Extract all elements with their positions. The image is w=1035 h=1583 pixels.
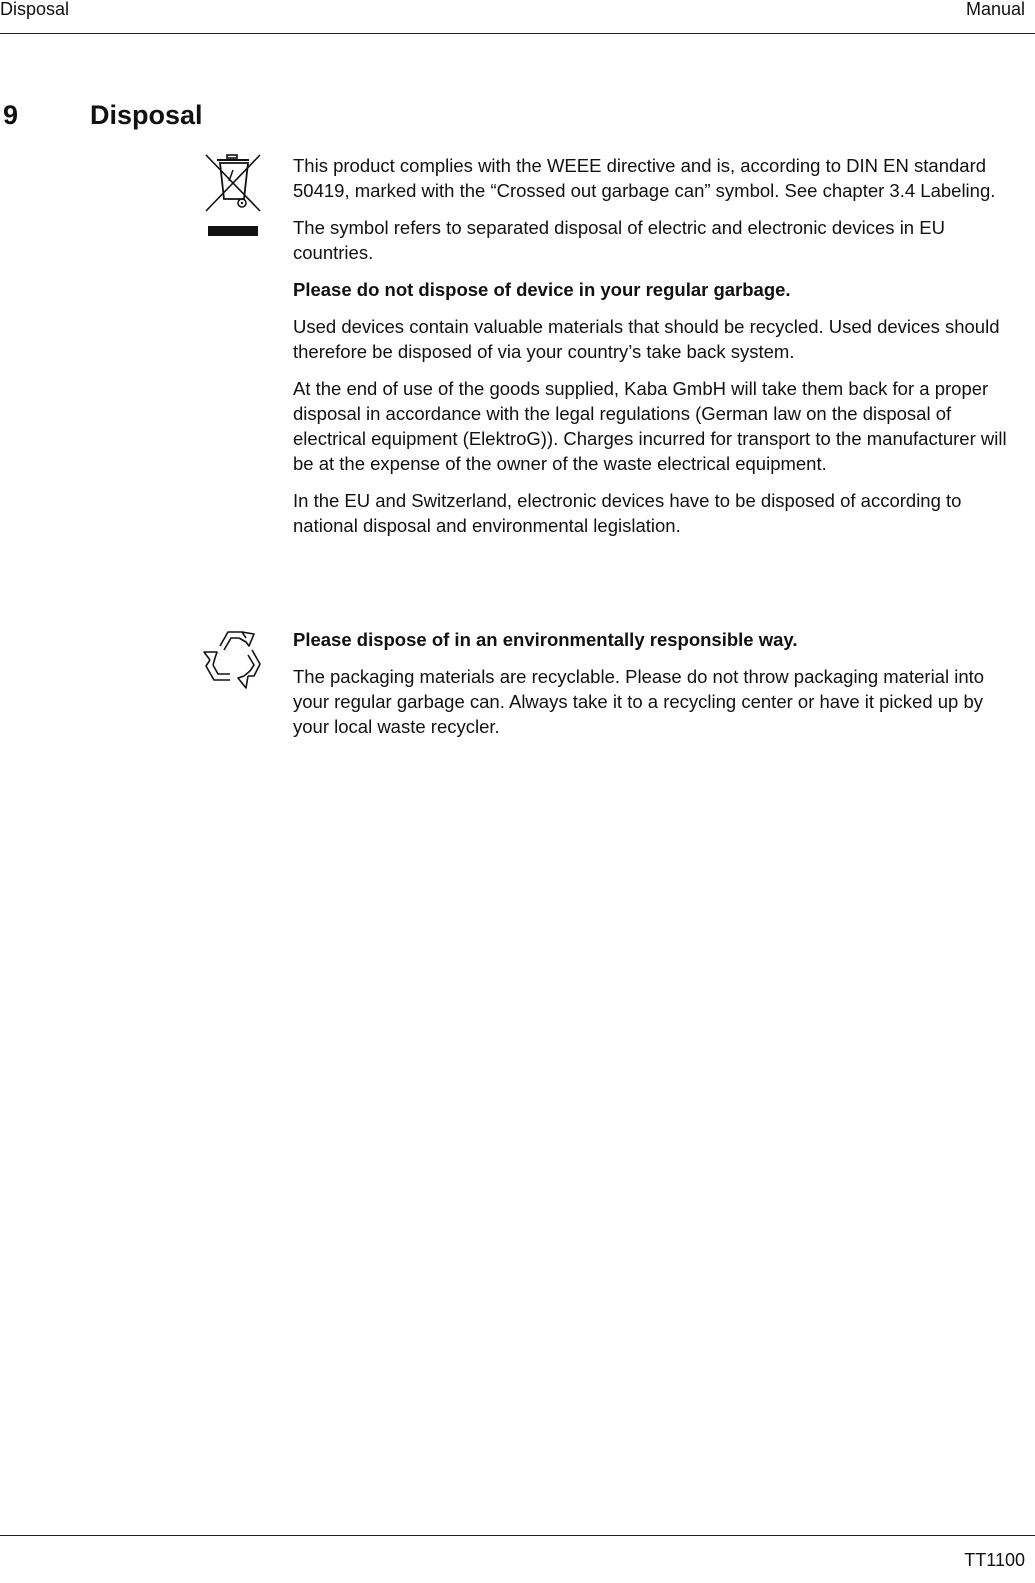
packaging-recycling-paragraph: The packaging materials are recyclable. Please do not throw packaging material into your regular garbage can. Always take it to a recycling center or have it picked up by your local waste recycler. [293,666,985,737]
weee-disposal-section [293,153,1008,550]
regular-garbage-warning: Please do not dispose of device in your regular garbage. [293,279,791,300]
page-header [0,0,1035,34]
recycling-paragraph: Used devices contain valuable materials that should be recycled. Used devices should therefore be disposed of via your country’s take back system. [293,316,1000,362]
chapter-title: Disposal [90,100,203,130]
crossed-out-garbage-can-icon [202,152,264,238]
document-id: TT1100 [964,1550,1025,1570]
recycling-icon [202,628,268,692]
chapter-number: 9 [3,100,19,130]
environmental-disposal-heading: Please dispose of in an environmentally responsible way. [293,629,798,650]
packaging-disposal-section [293,627,1008,751]
take-back-paragraph: At the end of use of the goods supplied, Kaba GmbH will take them back for a proper disposal in accordance with the legal regulations (German law on the disposal of electrical equipment (ElektroG)). Charges incurred for transport to the manufacturer will be at the expense of the owner of the waste electrical equipment. [293,378,1007,474]
weee-compliance-paragraph: This product complies with the WEEE directive and is, according to DIN EN standard 50419, marked with the “Crossed out garbage can” symbol. See chapter 3.4 Labeling. [293,155,996,201]
header-document-type: Manual [965,0,1025,19]
page-footer [0,1535,1035,1570]
eu-legislation-paragraph: In the EU and Switzerland, electronic devices have to be disposed of according to national disposal and environmental legislation. [293,490,962,536]
header-section-title: Disposal [0,0,70,19]
symbol-meaning-paragraph: The symbol refers to separated disposal of electric and electronic devices in EU countries. [293,217,945,263]
